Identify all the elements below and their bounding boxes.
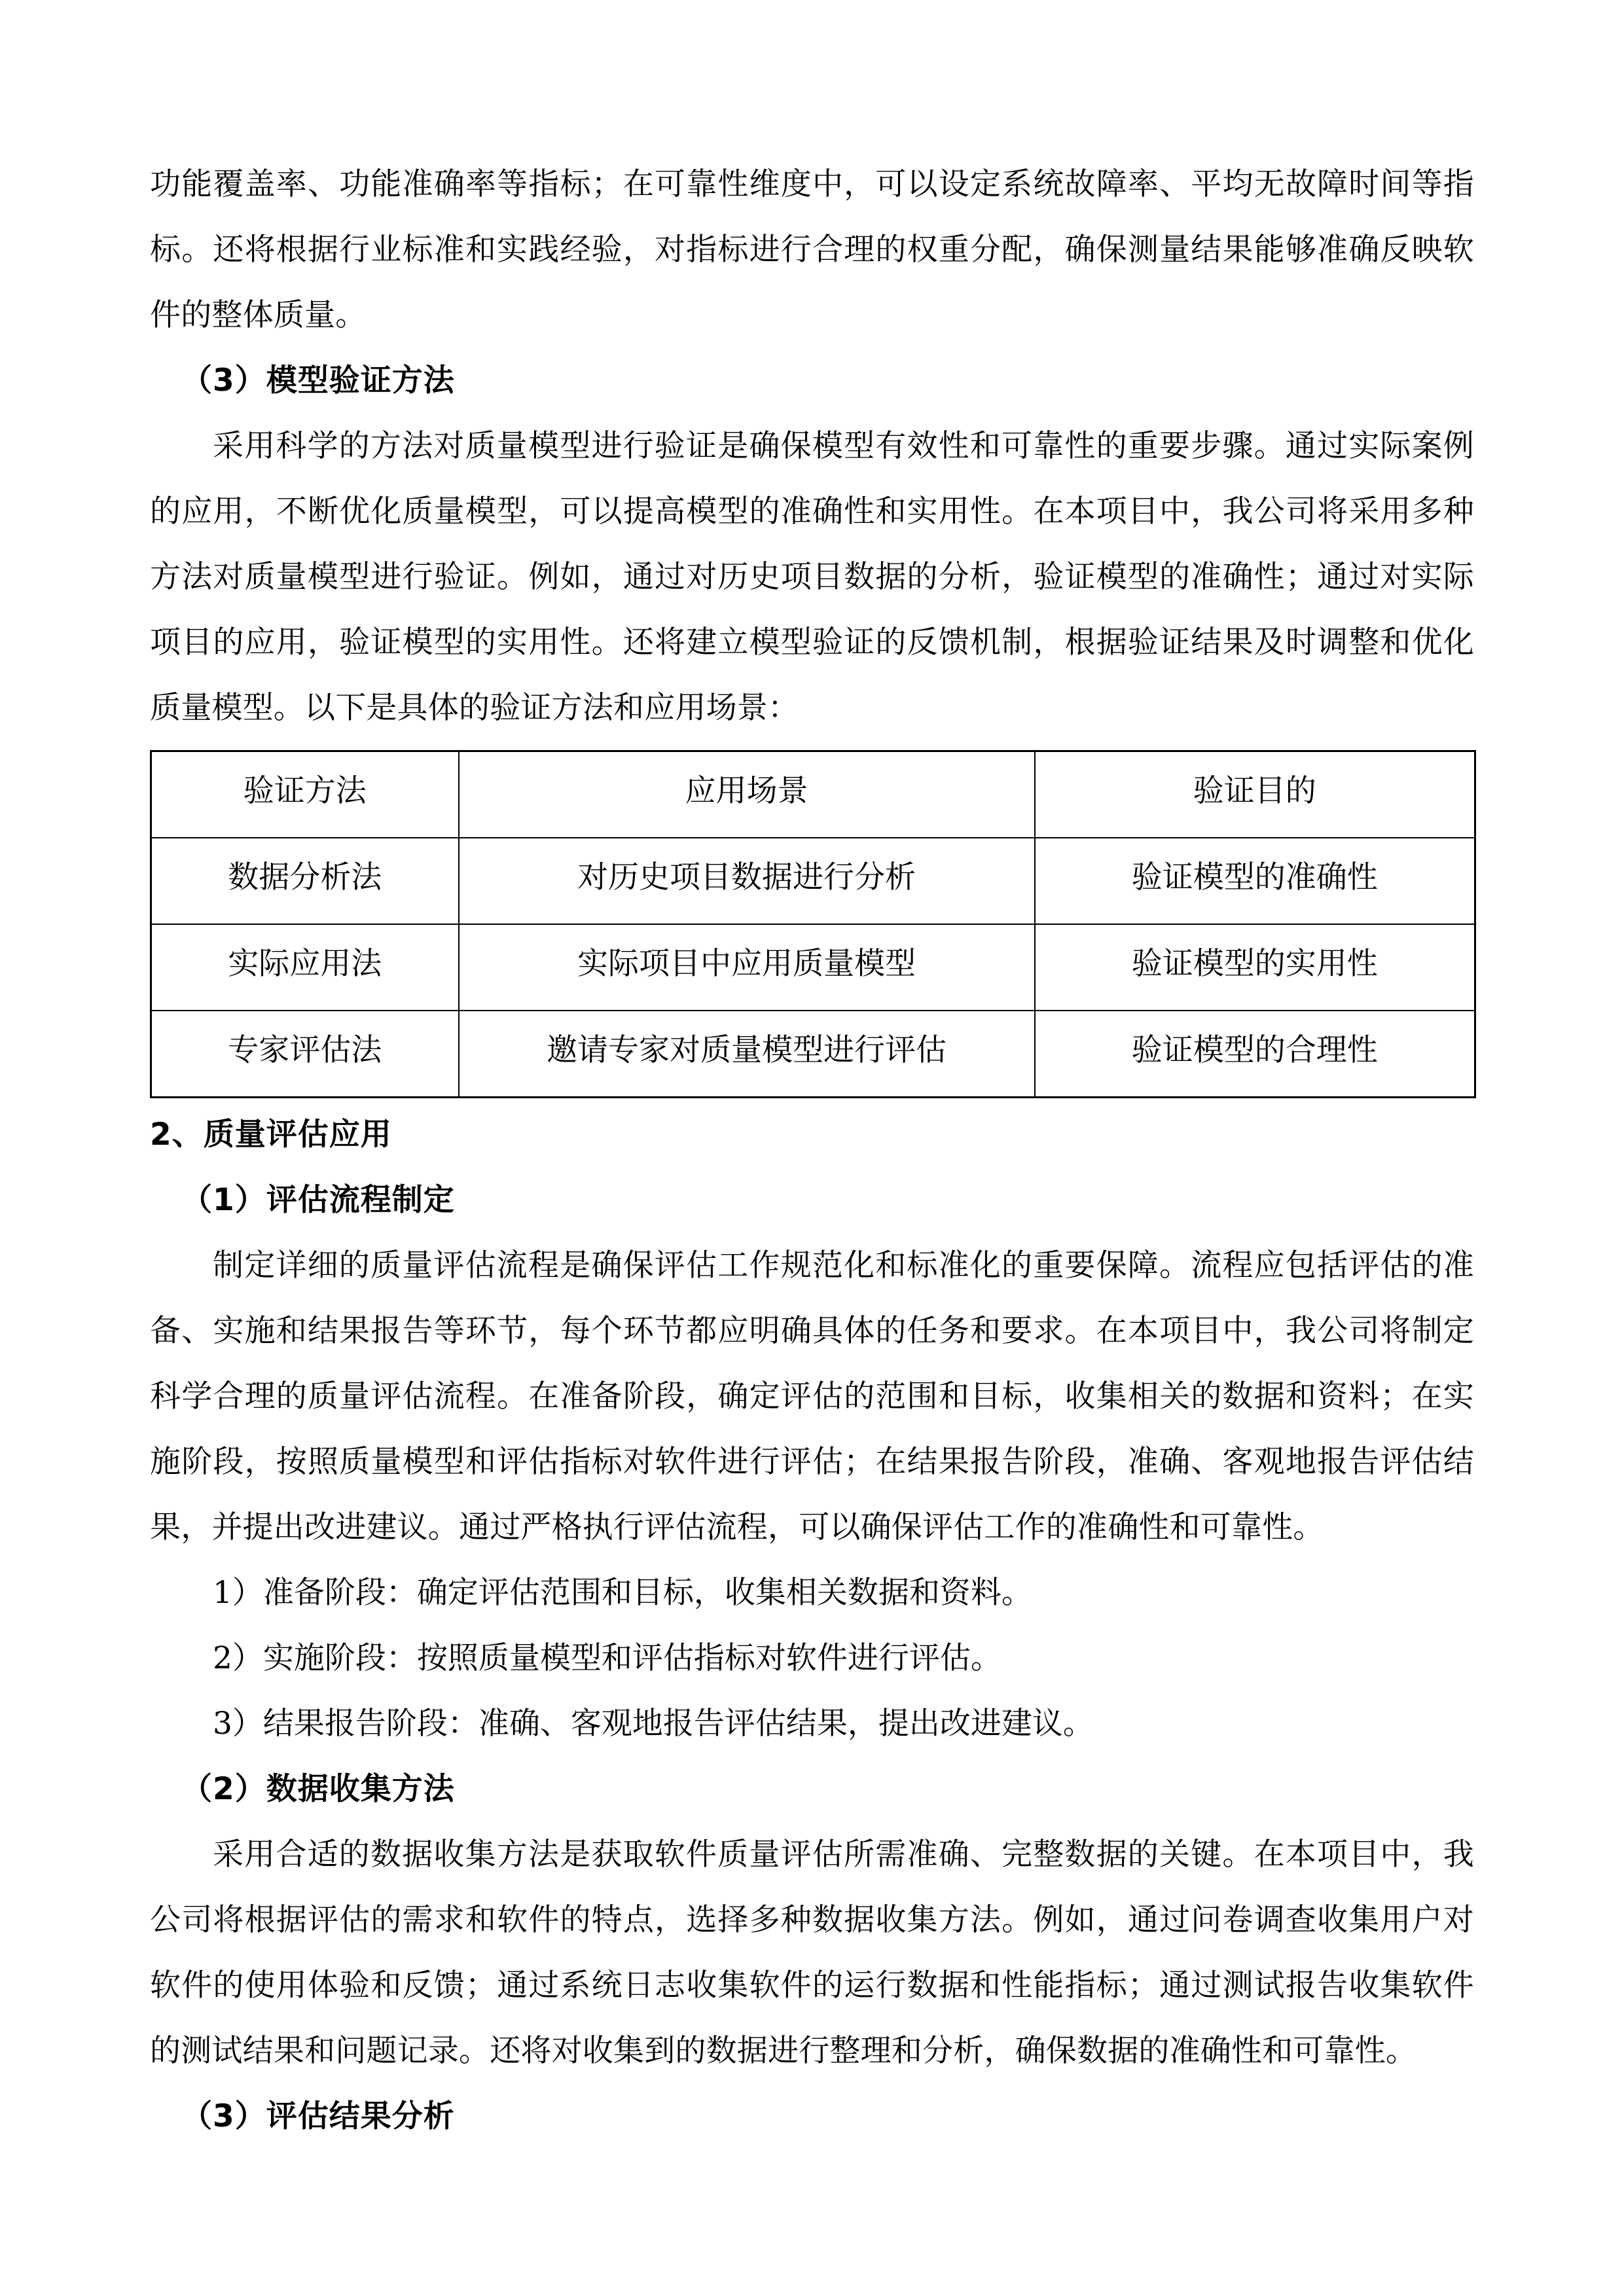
table-cell: 实际应用法 bbox=[151, 924, 459, 1011]
paragraph-assessment-process: 制定详细的质量评估流程是确保评估工作规范化和标准化的重要保障。流程应包括评估的准备、实施和结果报告等环节，每个环节都应明确具体的任务和要求。在本项目中，我公司将制定科学合理的质量评估流程。在准备阶段，确定评估的范围和目标，收集相关的数据和资料；在实施阶段，按照质量模型和评估指标对软件进行评估；在结果报告阶段，准确、客观地报告评估结果，并提出改进建议。通过严格执行评估流程，可以确保评估工作的准确性和可靠性。 bbox=[150, 1247, 1474, 1545]
table-cell: 邀请专家对质量模型进行评估 bbox=[459, 1011, 1035, 1098]
table-row bbox=[151, 924, 1475, 1011]
list-item: 1）准备阶段：确定评估范围和目标，收集相关数据和资料。 bbox=[213, 1575, 1032, 1611]
table-row bbox=[151, 838, 1475, 924]
table-row bbox=[151, 1011, 1475, 1098]
heading-assessment-process-formulation: （1）评估流程制定 bbox=[181, 1182, 455, 1218]
table-cell: 对历史项目数据进行分析 bbox=[459, 838, 1035, 924]
list-item: 3）结果报告阶段：准确、客观地报告评估结果，提出改进建议。 bbox=[213, 1706, 1094, 1742]
paragraph-data-collection: 采用合适的数据收集方法是获取软件质量评估所需准确、完整数据的关键。在本项目中，我公司将根据评估的需求和软件的特点，选择多种数据收集方法。例如，通过问卷调查收集用户对软件的使用体验和反馈；通过系统日志收集软件的运行数据和性能指标；通过测试报告收集软件的测试结果和问题记录。还将对收集到的数据进行整理和分析，确保数据的准确性和可靠性。 bbox=[150, 1837, 1474, 2069]
table-header-row bbox=[151, 751, 1475, 838]
table-cell: 专家评估法 bbox=[151, 1011, 459, 1098]
paragraph-continued-metrics: 功能覆盖率、功能准确率等指标；在可靠性维度中，可以设定系统故障率、平均无故障时间等指标。还将根据行业标准和实践经验，对指标进行合理的权重分配，确保测量结果能够准确反映软件的整体质量。 bbox=[150, 166, 1474, 333]
heading-assessment-result-analysis: （3）评估结果分析 bbox=[181, 2098, 455, 2134]
table-header-cell: 验证方法 bbox=[151, 751, 459, 838]
paragraph-model-validation: 采用科学的方法对质量模型进行验证是确保模型有效性和可靠性的重要步骤。通过实际案例的应用，不断优化质量模型，可以提高模型的准确性和实用性。在本项目中，我公司将采用多种方法对质量模型进行验证。例如，通过对历史项目数据的分析，验证模型的准确性；通过对实际项目的应用，验证模型的实用性。还将建立模型验证的反馈机制，根据验证结果及时调整和优化质量模型。以下是具体的验证方法和应用场景： bbox=[150, 428, 1474, 726]
heading-model-validation-method: （3）模型验证方法 bbox=[181, 363, 455, 399]
table-header-cell: 验证目的 bbox=[1035, 751, 1475, 838]
table-cell: 验证模型的合理性 bbox=[1035, 1011, 1475, 1098]
table-cell: 数据分析法 bbox=[151, 838, 459, 924]
table-header-cell: 应用场景 bbox=[459, 751, 1035, 838]
heading-quality-assessment-application: 2、质量评估应用 bbox=[150, 1117, 392, 1153]
page-content bbox=[150, 152, 1474, 2149]
table-cell: 实际项目中应用质量模型 bbox=[459, 924, 1035, 1011]
heading-data-collection-method: （2）数据收集方法 bbox=[181, 1771, 455, 1807]
table-cell: 验证模型的实用性 bbox=[1035, 924, 1475, 1011]
table-cell: 验证模型的准确性 bbox=[1035, 838, 1475, 924]
verification-method-table bbox=[150, 750, 1476, 1098]
list-item: 2）实施阶段：按照质量模型和评估指标对软件进行评估。 bbox=[213, 1640, 1001, 1676]
